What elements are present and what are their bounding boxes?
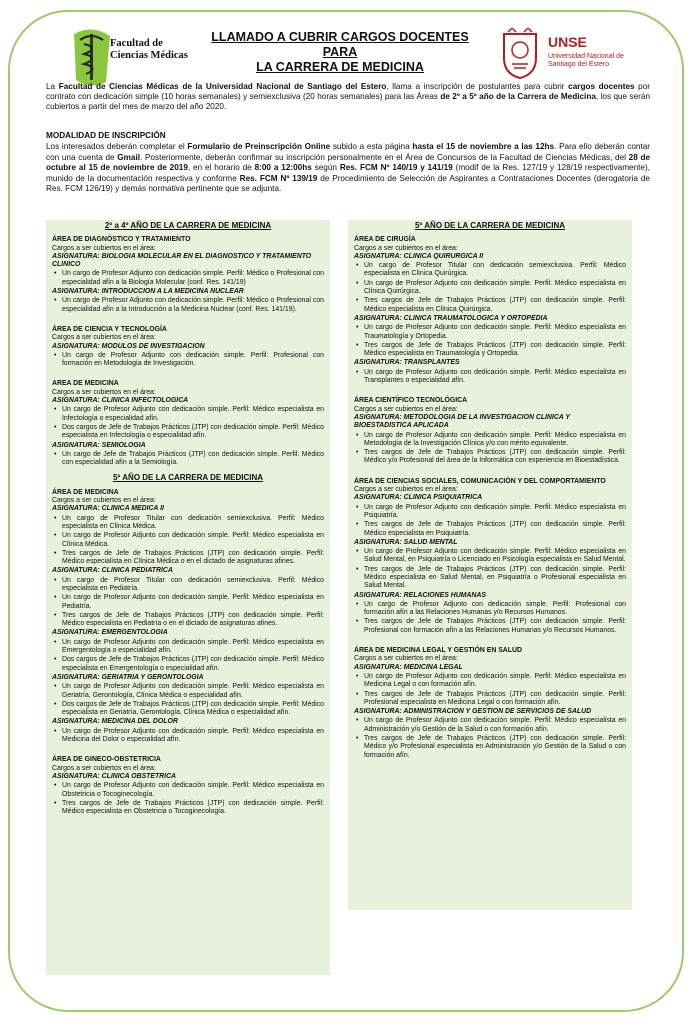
area-title: ÁREA DE MEDICINA LEGAL Y GESTIÓN EN SALUD — [354, 647, 522, 655]
list-item: • Un cargo de Profesor Adjunto con dedicación simple. Perfil: Médico especialista en Clínica Médica. — [52, 532, 324, 549]
asignatura-title: ASIGNATURA: METODOLOGIA DE LA INVESTIGACION CLINICA Y BIOESTADISTICA APLICADA — [354, 413, 570, 430]
asignatura-title: ASIGNATURA: CLINICA PEDIATRICA — [52, 567, 173, 575]
list-item: • Tres cargos de Jefe de Trabajos Prácticos (JTP) con dedicación simple. Perfil: Médico especialista en Clínica Quirúrgica. — [354, 297, 626, 314]
asignatura-title: ASIGNATURA: MEDICINA LEGAL — [354, 663, 463, 671]
section-title: 2º a 4º AÑO DE LA CARRERA DE MEDICINA — [104, 221, 272, 230]
area-title: AREA DE MEDICINA — [52, 380, 119, 388]
cargos-label: Cargos a ser cubiertos en el área: — [354, 405, 458, 413]
list-item: • Un cargo de Profesor Titular con dedicación semiexclusiva. Perfil: Médico especialista en Clínica Quirúrgica. — [354, 262, 626, 279]
title-line-2: LA CARRERA DE MEDICINA — [256, 60, 424, 74]
title-line-1: LLAMADO A CUBRIR CARGOS DOCENTES PARA — [211, 30, 469, 59]
area-title: ÁREA DE MEDICINA — [52, 488, 119, 496]
list-item: • Tres cargos de Jefe de Trabajos Prácticos (JTP) con dedicación simple. Perfil: Médico especialista en Clínica Médica o en el dictado de asignaturas afines. — [52, 550, 324, 567]
list-item: • Un cargo de Profesor Adjunto con dedicación simple. Perfil: Profesional con formación afín a las Relaciones Humanas y/o Recursos Humanos. — [354, 601, 626, 618]
list-item: • Un cargo de Profesor Adjunto con dedicación simple. Perfil: Médico especialista en Traumatología y Ortopedia. — [354, 324, 626, 341]
cargos-label: Cargos a ser cubiertos en el área: — [52, 388, 156, 396]
asignatura-title: ASIGNATURA: GERIATRIA Y GERONTOLOGIA — [52, 673, 204, 681]
asignatura-title: ASIGNATURA: CLINICA MEDICA II — [52, 505, 164, 513]
university-crest-icon — [500, 28, 540, 80]
list-item: • Tres cargos de Jefe de Trabajos Prácticos (JTP) con dedicación simple. Perfil: Médico especialista en Pediatría o en el dictado de asignaturas afines. — [52, 612, 324, 629]
list-item: • Un cargo de Profesor Adjunto con dedicación simple. Perfil: Médico especialista en Psiquiatría. — [354, 504, 626, 521]
list-item: • Un cargo de Profesor Adjunto con dedicación simple. Perfil: Médico especialista en Clínica Quirúrgica. — [354, 280, 626, 297]
unse-wordmark: UNSE — [548, 34, 587, 50]
list-item: • Tres cargos de Jefe de Trabajos Prácticos (JTP) con dedicación simple. Perfil: Médico especialista en Psiquiatría. — [354, 521, 626, 538]
cargos-label: Cargos a ser cubiertos en el área: — [354, 655, 458, 663]
list-item: • Un cargo de Profesor Adjunto con dedicación simple. Perfil: Médico especialista en Salud Mental, en Psiquiatría o Licenciado en Psicología especialista en Salud Mental. — [354, 548, 626, 565]
list-item: • Un cargo de Profesor Adjunto con dedicación simple. Perfil: Médico especialista en Obstetricia o Tocoginecología. — [52, 782, 324, 799]
cargos-label: Cargos a ser cubiertos en el área: — [52, 764, 156, 772]
list-item: • Un cargo de Profesor Adjunto con dedicación simple. Perfil: Médico especialista en Pediatría. — [52, 594, 324, 611]
asignatura-title: ASIGNATURA: MEDICINA DEL DOLOR — [52, 718, 178, 726]
list-item: • Un cargo de Profesor Adjunto con dedicación simple. Perfil: Profesional con formación en Metodología de Investigación. — [52, 352, 324, 369]
asignatura-title: ASIGNATURA: EMERGENTOLOGIA — [52, 629, 168, 637]
area-title: ÁREA CIENTÍFICO TECNOLÓGICA — [354, 397, 468, 405]
faculty-name — [110, 38, 188, 62]
unse-logo — [500, 28, 650, 88]
header — [60, 20, 640, 90]
left-column — [52, 222, 324, 817]
asignatura-title: ASIGNATURA: SEMIOLOGIA — [52, 441, 146, 449]
faculty-logo — [70, 28, 200, 88]
list-item: • Un cargo de Profesor Adjunto con dedicación simple. Perfil: Médico especialista en Metodología de la Investigación Clínica y/o con mérito equivalente. — [354, 432, 626, 449]
asignatura-title: ASIGNATURA: CLINICA OBSTETRICA — [52, 772, 177, 780]
list-item: • Un cargo de Profesor Adjunto con dedicación simple. Perfil: Médico especialista en Emergentología o especialidad afín. — [52, 639, 324, 656]
asignatura-title: ASIGNATURA: CLINICA TRAUMATOLOGICA Y ORTOPEDIA — [354, 314, 548, 322]
list-item: • Un cargo de Profesor Adjunto con dedicación simple. Perfil: Médico especialista en Administración y/o Gestión de la Salud o con formación afín. — [354, 717, 626, 734]
modalidad-paragraph: Los interesados deberán completar el Formulario de Preinscripción Online subido a esta página hasta el 15 de noviembre a las 12hs. Para ello deberán contar con una cuenta de Gmail. Posteriormente, deberán confirmar su inscripción personalmente en el Área de Concursos de la Facultad de Ciencias Médicas, del 28 de octubre al 15 de noviembre de 2019, en el horario de 8:00 a 12:00hs según Res. FCM Nº 140/19 y 141/19 (modif de la Res. 127/19 y 128/19 respectivamente), munido de la documentación respectiva y conforme Res. FCM Nº 139/19 de Procedimiento de Selección de Aspirantes a Contrataciones Docentes (derogatoria de Res. FCM 126/19) y demás normativa pertinente que se adjunta. — [46, 142, 650, 194]
list-item: • Tres cargos de Jefe de Trabajos Prácticos (JTP) con dedicación simple. Perfil: Profesional especialista en Medicina Legal o con formación afín. — [354, 691, 626, 708]
unse-subtitle: Universidad Nacional de Santiago del Estero — [548, 53, 624, 68]
list-item: • Un cargo de Profesor Adjunto con dedicación simple. Perfil: Médico o Profesional con especialidad afín a la Biología Molecular (conf. Res. 141/19) — [52, 270, 324, 287]
list-item: • Tres cargos de Jefe de Trabajos Prácticos (JTP) con dedicación simple. Perfil: Médico y/o Profesional del área de la Informática con experiencia en Bioestadística. — [354, 449, 626, 466]
list-item: • Un cargo de Profesor Adjunto con dedicación simple. Perfil: Médico especialista en Geriatría, Gerontología, Clínica Médica o especialidad afín. — [52, 683, 324, 700]
faculty-line-1: Facultad de — [110, 38, 163, 49]
area-title: ÁREA DE GINECO-OBSTETRICIA — [52, 756, 161, 764]
list-item: • Un cargo de Jefe de Trabajos Prácticos (JTP) con dedicación simple. Perfil: Médico con especialidad afín a la Semiología. — [52, 451, 324, 468]
area-title: ÁREA DE CIENCIA Y TECNOLOGÍA — [52, 325, 167, 333]
list-item: • Un cargo de Profesor Titular con dedicación semiexclusiva. Perfil: Médico especialista en Clínica Médica. — [52, 515, 324, 532]
list-item: • Un cargo de Profesor Adjunto con dedicación simple. Perfil: Médico especialista en Medicina del Dolor o especialidad afín. — [52, 728, 324, 745]
asignatura-title: ASIGNATURA: ADMINISTRACION Y GESTION DE SERVICIOS DE SALUD — [354, 708, 592, 716]
right-column — [354, 222, 626, 761]
asignatura-title: ASIGNATURA: BIOLOGIA MOLECULAR EN EL DIAGNOSTICO Y TRATAMIENTO CLINICO — [52, 252, 312, 269]
area-title: ÁREA DE CIRUGÍA — [354, 236, 416, 244]
intro-paragraph: La Facultad de Ciencias Médicas de la Universidad Nacional de Santiago del Estero, llama a inscripción de postulantes para cubrir cargos docentes por contrato con dedicación simple (10 horas semanales) y semiexclusiva (20 horas semanales) para las Áreas de 2º a 5º año de la Carrera de Medicina, los que serán cubiertos a partir del mes de marzo del año 2020. — [46, 82, 651, 112]
asignatura-title: ASIGNATURA: TRANSPLANTES — [354, 359, 460, 367]
list-item: • Tres cargos de Jefe de Trabajos Prácticos (JTP) con dedicación simple. Perfil: Médico especialista en Salud Mental, en Psiquiatría o Profesional especialista en Salud Mental. — [354, 566, 626, 591]
list-item: • Un cargo de Profesor Adjunto con dedicación simple. Perfil: Médico especialista en Infectología o especialidad afín. — [52, 406, 324, 423]
modalidad-title: MODALIDAD DE INSCRIPCIÓN — [46, 131, 166, 140]
list-item: • Tres cargos de Jefe de Trabajos Prácticos (JTP) con dedicación simple. Perfil: Médico especialista en Obstetricia o Tocoginecología. — [52, 800, 324, 817]
caduceus-leaf-icon — [70, 28, 114, 88]
list-item: • Tres cargos de Jefe de Trabajos Prácticos (JTP) con dedicación simple. Perfil: Médico especialista en Traumatología y Ortopedia. — [354, 342, 626, 359]
page-title — [210, 30, 470, 75]
asignatura-title: ASIGNATURA: CLINICA PSIQUIATRICA — [354, 494, 483, 502]
area-title: ÁREA DE CIENCIAS SOCIALES, COMUNICACIÓN Y DEL COMPORTAMIENTO — [354, 477, 606, 485]
list-item: • Dos cargos de Jefe de Trabajos Prácticos (JTP) con dedicación simple. Perfil: Médico especialista en Infectología o especialidad afín. — [52, 424, 324, 441]
cargos-label: Cargos a ser cubiertos en el área: — [354, 244, 458, 252]
list-item: • Un cargo de Profesor Adjunto con dedicación simple. Perfil: Médico o Profesional con especialidad afín a la Introducción a la Medicina Nuclear (conf. Res. 141/19). — [52, 297, 324, 314]
area-title: ÁREA DE DIAGNÓSTICO Y TRATAMIENTO — [52, 236, 191, 244]
list-item: • Un cargo de Profesor Titular con dedicación semiexclusiva. Perfil: Médico especialista en Pediatría. — [52, 577, 324, 594]
asignatura-title: ASIGNATURA: INTRODUCCION A LA MEDICINA NUCLEAR — [52, 288, 244, 296]
list-item: • Un cargo de Profesor Adjunto con dedicación simple. Perfil: Médico especialista en Transplantes o especialidad afín. — [354, 369, 626, 386]
asignatura-title: ASIGNATURA: SALUD MENTAL — [354, 538, 458, 546]
faculty-line-2: Ciencias Médicas — [110, 50, 188, 61]
list-item: • Tres cargos de Jefe de Trabajos Prácticos (JTP) con dedicación simple. Perfil: Médico y/o Profesional especialista en Administración y/o Gestión de la Salud o con formación afín. — [354, 735, 626, 760]
list-item: • Tres cargos de Jefe de Trabajos Prácticos (JTP) con dedicación simple. Perfil: Profesional con formación afín a las Relaciones Humanas y/o Recursos Humanos. — [354, 618, 626, 635]
section-title: 5º AÑO DE LA CARRERA DE MEDICINA — [112, 473, 264, 483]
cargos-label: Cargos a ser cubiertos en el área: — [52, 497, 156, 505]
cargos-label: Cargos a ser cubiertos en el área: — [354, 486, 458, 494]
cargos-label: Cargos a ser cubiertos en el área: — [52, 244, 156, 252]
cargos-label: Cargos a ser cubiertos en el área: — [52, 334, 156, 342]
asignatura-title: ASIGNATURA: RELACIONES HUMANAS — [354, 591, 486, 599]
asignatura-title: ASIGNATURA: CLINICA QUIRURGICA II — [354, 252, 484, 260]
asignatura-title: ASIGNATURA: CLINICA INFECTOLOGICA — [52, 397, 189, 405]
list-item: • Dos cargos de Jefe de Trabajos Prácticos (JTP) con dedicación simple. Perfil: Médico especialista en Emergentología o especialidad afín. — [52, 656, 324, 673]
asignatura-title: ASIGNATURA: MODULOS DE INVESTIGACION — [52, 342, 205, 350]
section-title: 5º AÑO DE LA CARRERA DE MEDICINA — [414, 221, 566, 230]
list-item: • Dos cargos de Jefe de Trabajos Prácticos (JTP) con dedicación simple. Perfil: Médico especialista en Geriatría, Gerontología, Clínica Médica o especialidad afín. — [52, 701, 324, 718]
list-item: • Un cargo de Profesor Adjunto con dedicación simple. Perfil: Médico especialista en Medicina Legal o con formación afín. — [354, 673, 626, 690]
